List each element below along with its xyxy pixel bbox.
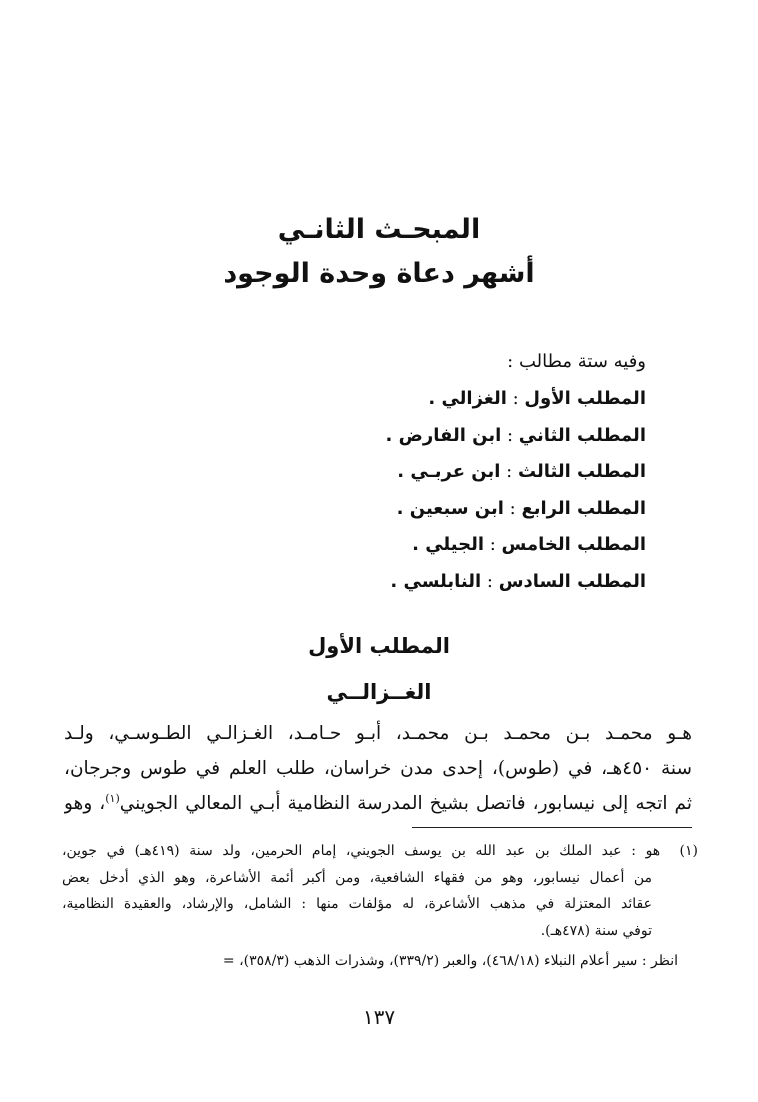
first-section-label: المطلب الأول	[308, 634, 450, 658]
body-line-text: ، وهو	[64, 793, 106, 814]
page-number: ١٣٧	[362, 1005, 396, 1029]
footnote-marker: (١)	[679, 843, 698, 859]
chapter-section-number: المبحـث الثانـي	[277, 214, 481, 245]
toc-item-name: ابن سبعين .	[396, 497, 504, 519]
footnote-reference[interactable]: (١)	[105, 791, 120, 805]
toc-item-label: المطلب الثاني	[518, 424, 646, 446]
toc-item-label: المطلب الرابع	[521, 497, 646, 519]
footnote-divider	[412, 827, 692, 828]
table-of-contents	[246, 345, 646, 600]
toc-item: المطلب الأول : الغزالي .	[428, 388, 646, 409]
first-section-name: الغــزالــي	[326, 680, 432, 704]
footnote-text: هو : عبد الملك بن عبد الله بن يوسف الجويني، إمام الحرمين، ولد سنة (٤١٩هـ) في جوين،	[62, 843, 661, 859]
footnote-line: من أعمال نيسابور، وهو من فقهاء الشافعية، ومن أكبر أئمة الأشاعرة، وهو الذي أدخل بعض	[62, 869, 652, 886]
chapter-section-title: أشهر دعاة وحدة الوجود	[223, 258, 535, 289]
body-line-text: ثم اتجه إلى نيسابور، فاتصل بشيخ المدرسة النظامية أبـي المعالي الجويني	[119, 793, 692, 814]
footnote-line: عقائد المعتزلة في مذهب الأشاعرة، له مؤلفات منها : الشامل، والإرشاد، والعقيدة النظامية،	[62, 896, 652, 912]
footnote-line: توفي سنة (٤٧٨هـ).	[540, 922, 652, 939]
footnote-source: انظر : سير أعلام النبلاء (٤٦٨/١٨)، والعبر (٣٣٩/٢)، وشذرات الذهب (٣٥٨/٣)، =	[222, 953, 678, 969]
toc-item: المطلب الخامس : الجيلي .	[412, 534, 646, 555]
toc-item-name: النابلسي .	[390, 570, 482, 592]
toc-item-label: المطلب الثالث	[517, 461, 646, 482]
toc-item-label: المطلب الأول	[524, 388, 646, 409]
toc-item-name: الجيلي .	[412, 534, 485, 555]
toc-item: المطلب الثاني : ابن الفارض .	[385, 424, 646, 446]
body-line	[64, 786, 692, 821]
toc-item-label: المطلب الخامس	[501, 534, 646, 555]
toc-item-label: المطلب السادس	[498, 570, 646, 592]
toc-item: المطلب الثالث : ابن عربـي .	[397, 461, 646, 482]
body-line: سنة ٤٥٠هـ، في (طوس)، إحدى مدن خراسان، طلب العلم في طوس وجرجان،	[64, 758, 692, 779]
toc-item: المطلب الرابع : ابن سبعين .	[396, 497, 646, 519]
body-paragraph	[64, 716, 692, 821]
toc-item-name: ابن عربـي .	[397, 461, 501, 482]
footnotes	[62, 838, 698, 975]
toc-item: المطلب السادس : النابلسي .	[390, 570, 646, 592]
body-line: هـو محمـد بـن محمـد بـن محمـد، أبـو حـامـد، الغـزالـي الطـوسـي، ولـد	[64, 723, 692, 744]
footnote-line	[62, 838, 698, 865]
toc-item-name: ابن الفارض .	[385, 424, 502, 446]
toc-intro: وفيه ستة مطالب :	[507, 351, 646, 372]
toc-item-name: الغزالي .	[428, 388, 507, 409]
